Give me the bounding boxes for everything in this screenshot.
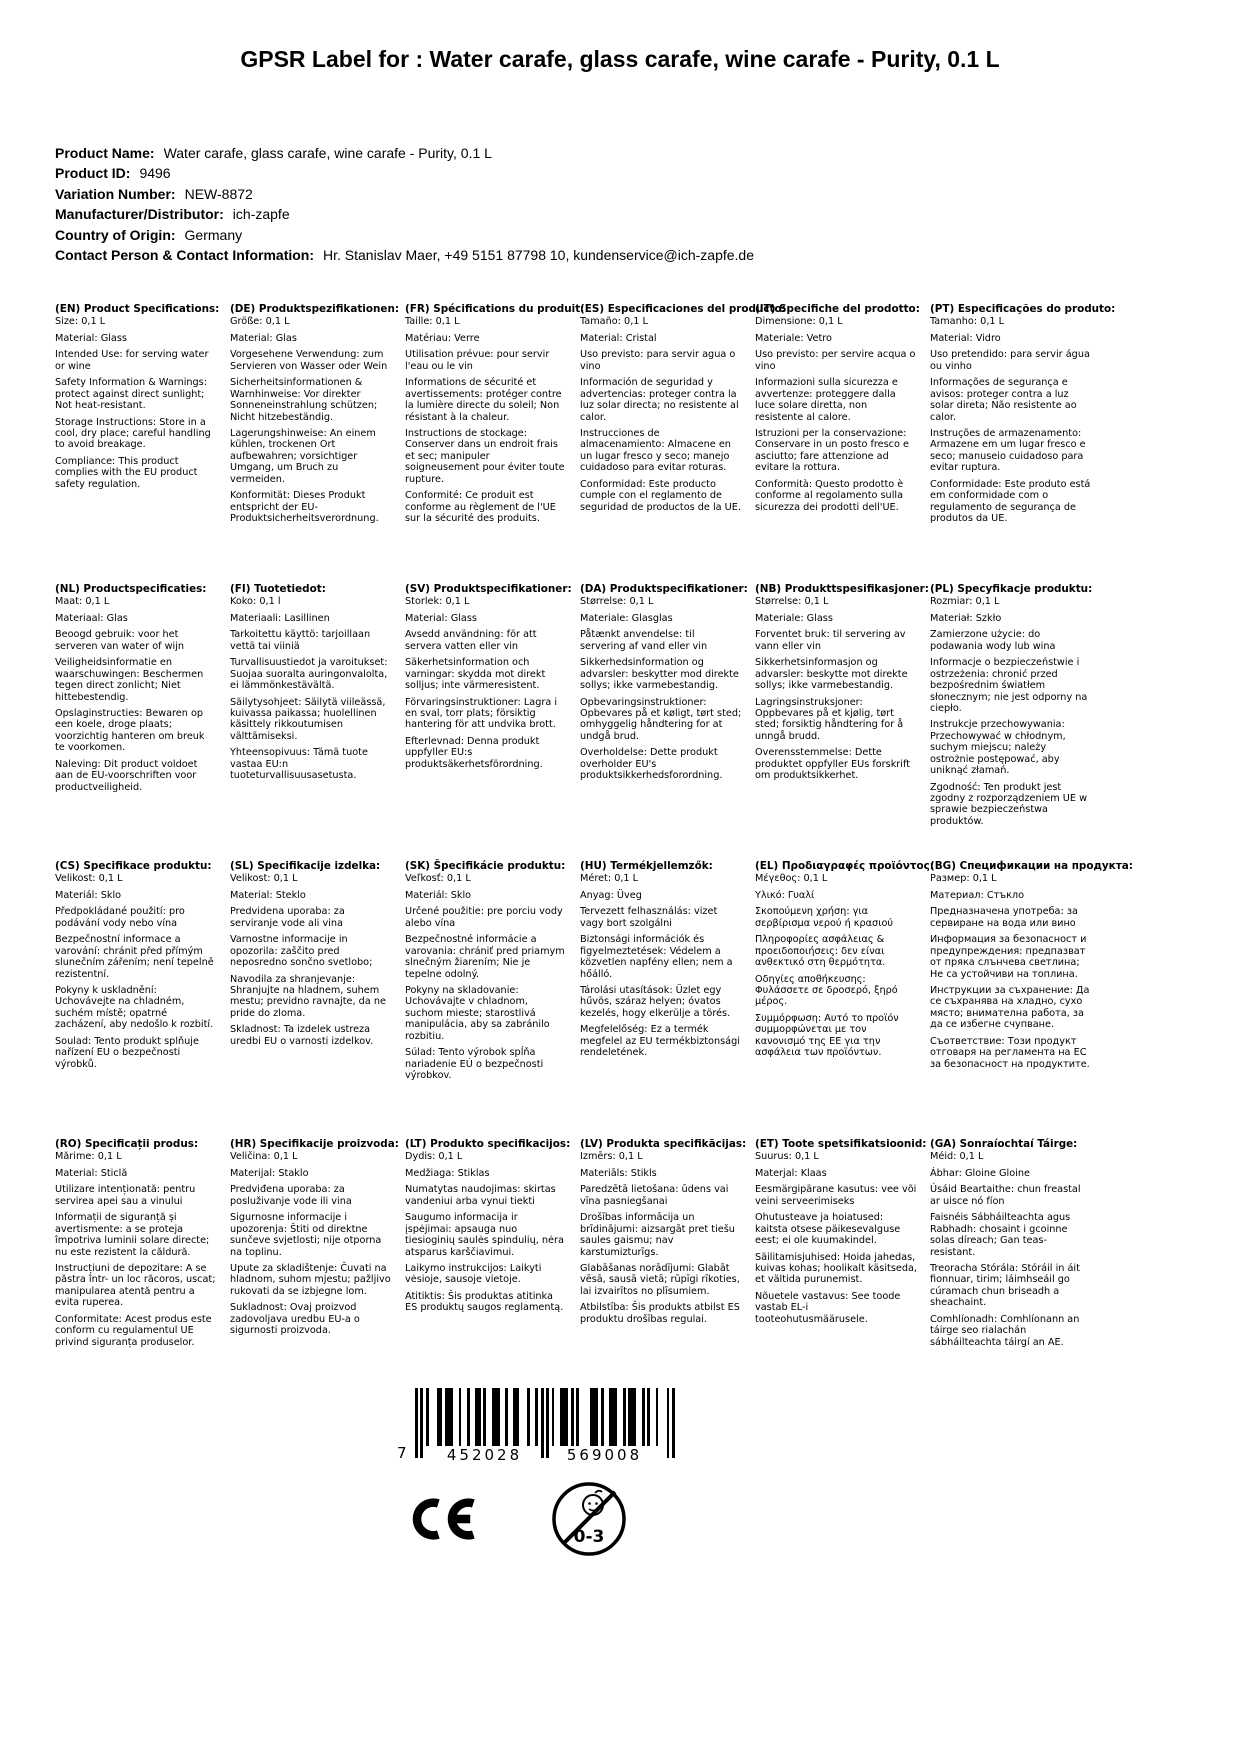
spec-paragraph: Predviđena uporaba: za posluživanje vode ili vina	[230, 1184, 352, 1207]
spec-paragraph: Dimensione: 0,1 L	[755, 316, 843, 328]
spec-paragraph: Předpokládané použití: pro podávání vody nebo vína	[55, 906, 185, 929]
product-info	[55, 146, 1155, 268]
spec-paragraph: Material: Steklo	[230, 889, 306, 901]
spec-paragraph: Съответствие: Този продукт отговаря на регламента на ЕС за безопасност на продуктите.	[930, 1035, 1090, 1070]
spec-paragraph: Biztonsági információk és figyelmeztetések: Védelem a közvetlen napfény ellen; nem a hőálló.	[580, 934, 733, 980]
spec-heading: (IT) Specifiche del prodotto:	[755, 303, 920, 315]
spec-paragraph: Conformidad: Este producto cumple con el reglamento de seguridad de productos de la UE.	[580, 478, 741, 513]
spec-paragraph: Treoracha Stórála: Stóráil in áit fionnuar, tirim; láimhseáil go cúramach chun briseadh a sheachaint.	[930, 1262, 1080, 1309]
spec-paragraph: Méid: 0,1 L	[930, 1151, 984, 1163]
spec-paragraph: Informații de siguranță și avertismente: a se proteja împotriva luminii solare directe; nu este rezistent la căldură.	[55, 1212, 210, 1258]
spec-paragraph: Nõuetele vastavus: See toode vastab EL-i tooteohutusmäärusele.	[755, 1290, 901, 1325]
spec-block-da	[580, 583, 755, 860]
spec-heading: (SK) Špecifikácie produktu:	[405, 860, 566, 872]
spec-paragraph: Sicherheitsinformationen & Warnhinweise: Vor direkter Sonneneinstrahlung schützen; Nicht hitzebeständig.	[230, 377, 378, 423]
spec-paragraph: Megfelelőség: Ez a termék megfelel az EU termékbiztonsági rendeletének.	[580, 1024, 740, 1059]
spec-paragraph: Medžiaga: Stiklas	[405, 1167, 490, 1179]
spec-paragraph: Materiale: Vetro	[755, 332, 832, 344]
spec-paragraph: Materiał: Szkło	[930, 612, 1002, 624]
spec-paragraph: Laikymo instrukcijos: Laikyti vėsioje, sausoje vietoje.	[405, 1262, 542, 1286]
spec-paragraph: Avsedd användning: för att servera vatten eller vin	[405, 629, 537, 652]
spec-block-hr	[230, 1138, 405, 1353]
spec-block-ro	[55, 1138, 230, 1353]
info-row	[55, 248, 1155, 263]
spec-paragraph: Matériau: Verre	[405, 332, 480, 344]
spec-paragraph: Efterlevnad: Denna produkt uppfyller EU:s produktsäkerhetsförordning.	[405, 735, 543, 770]
spec-paragraph: Paredzētā lietošana: ūdens vai vīna pasniegšanai	[580, 1184, 729, 1207]
page-title: GPSR Label for : Water carafe, glass carafe, wine carafe - Purity, 0.1 L	[240, 46, 1000, 72]
spec-paragraph: Uso pretendido: para servir água ou vinho	[930, 349, 1090, 372]
spec-paragraph: Tervezett felhasználás: vizet vagy bort szolgálni	[580, 906, 718, 929]
specs-grid	[55, 303, 1195, 1353]
barcode-module	[672, 1388, 675, 1458]
spec-paragraph: Faisnéis Sábháilteachta agus Rabhadh: chosaint i gcoinne solas díreach; Gan teas-resistant.	[930, 1212, 1071, 1258]
spec-paragraph: Uso previsto: para servir agua o vino	[580, 349, 736, 372]
spec-paragraph: Veiligheidsinformatie en waarschuwingen: Beschermen tegen direct zonlicht; Niet hittebestendig.	[55, 657, 204, 703]
spec-paragraph: Materiál: Sklo	[405, 889, 472, 901]
spec-paragraph: Velikost: 0,1 L	[55, 873, 123, 885]
spec-paragraph: Materiāls: Stikls	[580, 1167, 657, 1179]
spec-heading: (FR) Spécifications du produit:	[405, 303, 585, 315]
spec-paragraph: Bezpečnostní informace a varování: chránit před přímým slunečním zářením; není tepelně rezistentní.	[55, 934, 214, 980]
spec-block-hu	[580, 860, 755, 1138]
spec-heading: (LV) Produkta specifikācijas:	[580, 1138, 747, 1150]
spec-paragraph: Instrucțiuni de depozitare: A se păstra într- un loc răcoros, uscat; manipularea atentă pentru a evita ruperea.	[55, 1262, 216, 1309]
spec-paragraph: Información de seguridad y advertencias: proteger contra la luz solar directa; no resistente al calor.	[580, 377, 739, 423]
spec-paragraph: Drošības informācija un brīdinājumi: aizsargāt pret tiešu saules gaismu; nav karstumizturīgs.	[580, 1212, 735, 1258]
info-value: 9496	[139, 165, 171, 182]
spec-heading: (GA) Sonraíochtaí Táirge:	[930, 1138, 1078, 1150]
spec-paragraph: Tárolási utasítások: Üzlet egy hűvös, száraz helyen; óvatos kezelés, hogy elkerülje a törés.	[580, 984, 731, 1019]
spec-paragraph: Veličina: 0,1 L	[230, 1151, 298, 1163]
spec-paragraph: Størrelse: 0,1 L	[755, 596, 829, 608]
spec-paragraph: Информация за безопасност и предупреждения: предпазват от пряка слънчева светлина; Не са устойчиви на топлина.	[930, 934, 1087, 980]
spec-paragraph: Säilitamisjuhised: Hoida jahedas, kuivas kohas; hoolikalt käsitseda, et vältida purunemist.	[755, 1251, 918, 1286]
spec-paragraph: Materiale: Glass	[755, 612, 833, 624]
spec-paragraph: Forventet bruk: til servering av vann eller vin	[755, 629, 906, 652]
spec-heading: (NB) Produkttspesifikasjoner:	[755, 583, 929, 595]
ean13-barcode	[397, 1388, 687, 1480]
spec-block-es	[580, 303, 786, 583]
barcode-digit-first: 7	[397, 1444, 410, 1462]
spec-paragraph: Istruzioni per la conservazione: Conservare in un posto fresco e asciutto; fare attenzione ad evitare la rottura.	[755, 427, 909, 474]
spec-paragraph: Størrelse: 0,1 L	[580, 596, 654, 608]
spec-paragraph: Utilisation prévue: pour servir l'eau ou le vin	[405, 349, 550, 372]
spec-paragraph: Určené použitie: pre porciu vody alebo vína	[405, 906, 563, 929]
info-label: Country of Origin:	[55, 226, 176, 243]
spec-paragraph: Material: Glass	[405, 612, 477, 624]
spec-paragraph: Compliance: This product complies with the EU product safety regulation.	[55, 455, 198, 490]
spec-paragraph: Anyag: Üveg	[580, 889, 642, 901]
spec-paragraph: Safety Information & Warnings: protect against direct sunlight; Not heat-resistant.	[55, 377, 207, 412]
spec-paragraph: Ábhar: Gloine Gloine	[930, 1167, 1030, 1179]
spec-paragraph: Pokyny k uskladnění: Uchovávejte na chladném, suchém místě; opatrné zacházení, aby nedošlo k rozbití.	[55, 984, 214, 1031]
spec-heading: (SV) Produktspecifikationer:	[405, 583, 572, 595]
spec-heading: (DE) Produktspezifikationen:	[230, 303, 399, 315]
spec-heading: (PL) Specyfikacje produktu:	[930, 583, 1093, 595]
spec-block-cs	[55, 860, 230, 1138]
spec-paragraph: Numatytas naudojimas: skirtas vandeniui arba vynui tiekti	[405, 1184, 556, 1207]
spec-block-nb	[755, 583, 930, 860]
spec-heading: (ES) Especificaciones del producto:	[580, 303, 786, 315]
spec-paragraph: Sikkerhedsinformation og advarsler: beskytter mod direkte sollys; ikke varmebestandig.	[580, 657, 739, 692]
spec-paragraph: Materiál: Sklo	[55, 889, 122, 901]
spec-paragraph: Rozmiar: 0,1 L	[930, 596, 1000, 608]
spec-paragraph: Maat: 0,1 L	[55, 596, 110, 608]
spec-paragraph: Glabāšanas norādījumi: Glabāt vēsā, sausā vietā; rūpīgi rīkoties, lai izvairītos no plīsumiem.	[580, 1262, 740, 1297]
spec-block-lt	[405, 1138, 580, 1353]
spec-paragraph: Instruções de armazenamento: Armazene em um lugar fresco e seco; manuseio cuidadoso para evitar ruptura.	[930, 427, 1086, 474]
info-label: Product ID:	[55, 165, 131, 182]
spec-paragraph: Naleving: Dit product voldoet aan de EU-voorschriften voor productveiligheid.	[55, 758, 198, 793]
spec-paragraph: Materiaal: Glas	[55, 612, 128, 624]
spec-paragraph: Tamanho: 0,1 L	[930, 316, 1005, 328]
spec-block-bg	[930, 860, 1133, 1138]
spec-block-pt	[930, 303, 1116, 583]
spec-heading: (BG) Спецификации на продукта:	[930, 860, 1133, 872]
spec-paragraph: Pokyny na skladovanie: Uchovávajte v chladnom, suchom mieste; starostlivá manipulácia, aby sa zabránilo rozbitiu.	[405, 984, 550, 1042]
spec-paragraph: Material: Glas	[230, 332, 297, 344]
spec-paragraph: Μέγεθος: 0,1 L	[755, 873, 828, 885]
info-label: Product Name:	[55, 145, 155, 161]
spec-paragraph: Skladnost: Ta izdelek ustreza uredbi EU o varnosti izdelkov.	[230, 1024, 374, 1047]
spec-paragraph: Инструкции за съхранение: Да се съхранява на хладно, сухо място; внимателна работа, за да се избегне счупване.	[930, 984, 1090, 1031]
spec-paragraph: Materiaali: Lasillinen	[230, 612, 330, 624]
spec-paragraph: Storlek: 0,1 L	[405, 596, 470, 608]
spec-paragraph: Sikkerhetsinformasjon og advarsler: beskytte mot direkte sollys; ikke varmebestandig.	[755, 657, 908, 692]
spec-paragraph: Eesmärgipärane kasutus: vee või veini serveerimiseks	[755, 1184, 917, 1207]
spec-paragraph: Atitiktis: Šis produktas atitinka ES produktų saugos reglamentą.	[405, 1290, 564, 1314]
spec-paragraph: Conformidade: Este produto está em conformidade com o regulamento de segurança de produtos da UE.	[930, 478, 1091, 525]
spec-paragraph: Conformité: Ce produit est conforme au règlement de l'UE sur la sécurité des produits.	[405, 490, 556, 525]
spec-paragraph: Taille: 0,1 L	[405, 316, 460, 328]
info-label: Contact Person & Contact Information:	[55, 246, 315, 263]
spec-paragraph: Uso previsto: per servire acqua o vino	[755, 349, 916, 372]
spec-paragraph: Suurus: 0,1 L	[755, 1151, 819, 1163]
spec-paragraph: Overensstemmelse: Dette produktet oppfyller EUs forskrift om produktsikkerhet.	[755, 747, 911, 782]
spec-paragraph: Varnostne informacije in opozorila: zaščito pred neposredno sončno svetlobo;	[230, 934, 373, 969]
info-row	[55, 228, 1155, 243]
spec-paragraph: Påtænkt anvendelse: til servering af vand eller vin	[580, 629, 708, 652]
info-row	[55, 166, 1155, 181]
spec-paragraph: Mărime: 0,1 L	[55, 1151, 122, 1163]
spec-heading: (HR) Specifikacije proizvoda:	[230, 1138, 399, 1150]
spec-paragraph: Größe: 0,1 L	[230, 316, 290, 328]
spec-paragraph: Tamaño: 0,1 L	[580, 316, 648, 328]
spec-block-sk	[405, 860, 580, 1138]
spec-heading: (RO) Specificații produs:	[55, 1138, 199, 1150]
spec-paragraph: Comhlíonadh: Comhlíonann an táirge seo rialachán sábháilteachta táirgí an AE.	[930, 1313, 1080, 1348]
info-row	[55, 146, 1155, 161]
spec-block-sv	[405, 583, 580, 860]
spec-paragraph: Súlad: Tento výrobok spĺňa nariadenie EÚ o bezpečnosti výrobkov.	[405, 1047, 544, 1082]
spec-block-ga	[930, 1138, 1105, 1353]
spec-paragraph: Zgodność: Ten produkt jest zgodny z rozporządzeniem UE w sprawie bezpieczeństwa produktów.	[930, 781, 1088, 827]
info-value: ich-zapfe	[232, 206, 290, 223]
spec-paragraph: Lagringsinstruksjoner: Oppbevares på et kjølig, tørt sted; forsiktig håndtering for å unngå brudd.	[755, 696, 904, 742]
spec-paragraph: Material: Glass	[55, 332, 127, 344]
spec-block-it	[755, 303, 930, 583]
spec-block-lv	[580, 1138, 755, 1353]
info-label: Manufacturer/Distributor:	[55, 206, 224, 223]
spec-paragraph: Zamierzone użycie: do podawania wody lub wina	[930, 629, 1056, 652]
spec-paragraph: Dydis: 0,1 L	[405, 1151, 463, 1163]
spec-paragraph: Storage Instructions: Store in a cool, dry place; careful handling to avoid breakage.	[55, 416, 211, 451]
spec-paragraph: Overholdelse: Dette produkt overholder EU's produktsikkerhedsforordning.	[580, 747, 723, 782]
spec-paragraph: Säkerhetsinformation och varningar: skydda mot direkt solljus; inte värmeresistent.	[405, 657, 546, 692]
spec-paragraph: Turvallisuustiedot ja varoitukset: Suojaa suoralta auringonvalolta, ei lämmönkestävältä.	[230, 657, 388, 692]
spec-heading: (NL) Productspecificaties:	[55, 583, 207, 595]
info-value: Hr. Stanislav Maer, +49 5151 87798 10, kundenservice@ich-zapfe.de	[323, 246, 754, 263]
spec-paragraph: Instrucciones de almacenamiento: Almacene en un lugar fresco y seco; manejo cuidadoso para evitar roturas.	[580, 427, 731, 474]
spec-paragraph: Material: Cristal	[580, 332, 657, 344]
spec-paragraph: Säilytysohjeet: Säilytä viileässä, kuivassa paikassa; huolellinen käsittely rikkoutumisen välttämiseksi.	[230, 696, 386, 742]
info-value: Germany	[184, 226, 243, 243]
barcode-digits-right: 569008	[566, 1446, 643, 1464]
spec-paragraph: Υλικό: Γυαλί	[755, 889, 815, 901]
spec-paragraph: Informacje o bezpieczeństwie i ostrzeżenia: chronić przed bezpośrednim światłem słonecznym; nie jest odporny na ciepło.	[930, 657, 1088, 714]
spec-paragraph: Velikost: 0,1 L	[230, 873, 298, 885]
spec-heading: (PT) Especificações do produto:	[930, 303, 1116, 315]
spec-heading: (FI) Tuotetiedot:	[230, 583, 326, 595]
spec-block-et	[755, 1138, 930, 1353]
spec-paragraph: Conformità: Questo prodotto è conforme al regolamento sulla sicurezza dei prodotti dell'UE.	[755, 478, 904, 513]
info-row	[55, 187, 1155, 202]
spec-paragraph: Soulad: Tento produkt splňuje nařízení EU o bezpečnosti výrobků.	[55, 1035, 199, 1070]
spec-paragraph: Opslaginstructies: Bewaren op een koele, droge plaats; voorzichtig hanteren om breuk te voorkomen.	[55, 707, 205, 754]
spec-block-en	[55, 303, 230, 583]
spec-paragraph: Predvidena uporaba: za serviranje vode ali vina	[230, 906, 345, 929]
spec-paragraph: Informazioni sulla sicurezza e avvertenze: proteggere dalla luce solare diretta, non resistente al calore.	[755, 377, 898, 423]
spec-paragraph: Σκοπούμενη χρήση: για σερβίρισμα νερού ή κρασιού	[755, 906, 894, 929]
spec-heading: (CS) Specifikace produktu:	[55, 860, 212, 872]
spec-paragraph: Navodila za shranjevanje: Shranjujte na hladnem, suhem mestu; previdno ravnajte, da ne pride do zloma.	[230, 973, 386, 1019]
spec-paragraph: Материал: Стъкло	[930, 889, 1025, 901]
spec-paragraph: Συμμόρφωση: Αυτό το προϊόν συμμορφώνεται με τον κανονισμό της ΕΕ για την ασφάλεια των προϊόντων.	[755, 1012, 899, 1059]
spec-paragraph: Lagerungshinweise: An einem kühlen, trockenen Ort aufbewahren; vorsichtiger Umgang, um Bruch zu vermeiden.	[230, 427, 376, 485]
ce-mark-icon	[408, 1492, 478, 1546]
spec-paragraph: Izmērs: 0,1 L	[580, 1151, 643, 1163]
spec-paragraph: Vorgesehene Verwendung: zum Servieren von Wasser oder Wein	[230, 349, 388, 372]
spec-paragraph: Размер: 0,1 L	[930, 873, 997, 885]
spec-paragraph: Intended Use: for serving water or wine	[55, 349, 209, 372]
spec-heading: (LT) Produkto specifikacijos:	[405, 1138, 571, 1150]
spec-paragraph: Opbevaringsinstruktioner: Opbevares på et køligt, tørt sted; omhyggelig håndtering for at undgå brud.	[580, 696, 742, 742]
spec-block-nl	[55, 583, 230, 860]
spec-heading: (EN) Product Specifications:	[55, 303, 220, 315]
spec-heading: (DA) Produktspecifikationer:	[580, 583, 748, 595]
spec-block-pl	[930, 583, 1105, 860]
spec-paragraph: Méret: 0,1 L	[580, 873, 639, 885]
spec-heading: (ET) Toote spetsifikatsioonid:	[755, 1138, 927, 1150]
spec-paragraph: Bezpečnostné informácie a varovania: chrániť pred priamym slnečným žiarením; Nie je tepelne odolný.	[405, 934, 565, 980]
spec-block-fr	[405, 303, 585, 583]
spec-paragraph: Konformität: Dieses Produkt entspricht der EU-Produktsicherheitsverordnung.	[230, 490, 379, 525]
spec-paragraph: Informations de sécurité et avertissements: protéger contre la lumière directe du soleil; Non résistant à la chaleur.	[405, 377, 562, 423]
spec-paragraph: Materijal: Staklo	[230, 1167, 309, 1179]
spec-paragraph: Instructions de stockage: Conserver dans un endroit frais et sec; manipuler soigneusement pour éviter toute rupture.	[405, 427, 565, 485]
spec-paragraph: Instrukcje przechowywania: Przechowywać w chłodnym, suchym miejscu; należy ostrożnie postępować, aby uniknąć złamań.	[930, 719, 1066, 777]
spec-block-el	[755, 860, 934, 1138]
barcode-digits-left: 452028	[446, 1446, 523, 1464]
spec-paragraph: Koko: 0,1 l	[230, 596, 281, 608]
info-label: Variation Number:	[55, 185, 176, 202]
spec-heading: (SL) Specifikacije izdelka:	[230, 860, 381, 872]
spec-paragraph: Materiale: Glasglas	[580, 612, 673, 624]
spec-paragraph: Tarkoitettu käyttö: tarjoillaan vettä tai viiniä	[230, 629, 371, 652]
spec-paragraph: Yhteensopivuus: Tämä tuote vastaa EU:n tuoteturvallisuusasetusta.	[230, 747, 368, 782]
spec-paragraph: Saugumo informacija ir įspėjimai: apsauga nuo tiesioginių saulės spindulių, nėra atsparus karščiavimui.	[405, 1212, 564, 1258]
spec-paragraph: Οδηγίες αποθήκευσης: Φυλάσσετε σε δροσερό, ξηρό μέρος.	[755, 973, 898, 1008]
spec-heading: (HU) Termékjellemzők:	[580, 860, 713, 872]
spec-paragraph: Ohutusteave ja hoiatused: kaitsta otsese päikesevalguse eest; ei ole kuumakindel.	[755, 1212, 901, 1247]
spec-paragraph: Atbilstība: Šis produkts atbilst ES produktu drošības regulai.	[580, 1302, 740, 1325]
spec-paragraph: Sukladnost: Ovaj proizvod zadovoljava uredbu EU-a o sigurnosti proizvoda.	[230, 1302, 360, 1337]
spec-paragraph: Förvaringsinstruktioner: Lagra i en sval, torr plats; försiktig hantering för att undvika brott.	[405, 696, 558, 731]
spec-paragraph: Size: 0,1 L	[55, 316, 106, 328]
spec-paragraph: Conformitate: Acest produs este conform cu regulamentul UE privind siguranța produselor.	[55, 1313, 212, 1348]
spec-paragraph: Material: Sticlă	[55, 1167, 128, 1179]
spec-paragraph: Beoogd gebruik: voor het serveren van water of wijn	[55, 629, 185, 652]
info-row	[55, 207, 1155, 222]
spec-paragraph: Material: Vidro	[930, 332, 1001, 344]
spec-paragraph: Veľkosť: 0,1 L	[405, 873, 471, 885]
spec-block-de	[230, 303, 405, 583]
spec-block-sl	[230, 860, 405, 1138]
spec-paragraph: Sigurnosne informacije i upozorenja: Štiti od direktne sunčeve svjetlosti; nije otporna na toplinu.	[230, 1212, 382, 1258]
spec-paragraph: Materjal: Klaas	[755, 1167, 827, 1179]
info-value: Water carafe, glass carafe, wine carafe - Purity, 0.1 L	[163, 145, 492, 161]
spec-block-fi	[230, 583, 405, 860]
info-value: NEW-8872	[184, 185, 253, 202]
spec-paragraph: Upute za skladištenje: Čuvati na hladnom, suhom mjestu; pažljivo rukovati da se izbjegne lom.	[230, 1262, 391, 1297]
spec-paragraph: Utilizare intenționată: pentru servirea apei sau a vinului	[55, 1184, 196, 1207]
spec-paragraph: Informações de segurança e avisos: proteger contra a luz solar direta; Não resistente ao calor.	[930, 377, 1077, 423]
spec-heading: (EL) Προδιαγραφές προϊόντος:	[755, 860, 934, 872]
spec-paragraph: Úsáid Beartaithe: chun freastal ar uisce nó fíon	[930, 1184, 1081, 1207]
age-warning-text: 0-3	[573, 1527, 605, 1547]
age-warning-0-3-icon	[548, 1478, 630, 1560]
spec-paragraph: Предназначена употреба: за сервиране на вода или вино	[930, 906, 1078, 929]
spec-paragraph: Πληροφορίες ασφάλειας & προειδοποιήσεις: δεν είναι ανθεκτικό στη θερμότητα.	[755, 934, 886, 969]
